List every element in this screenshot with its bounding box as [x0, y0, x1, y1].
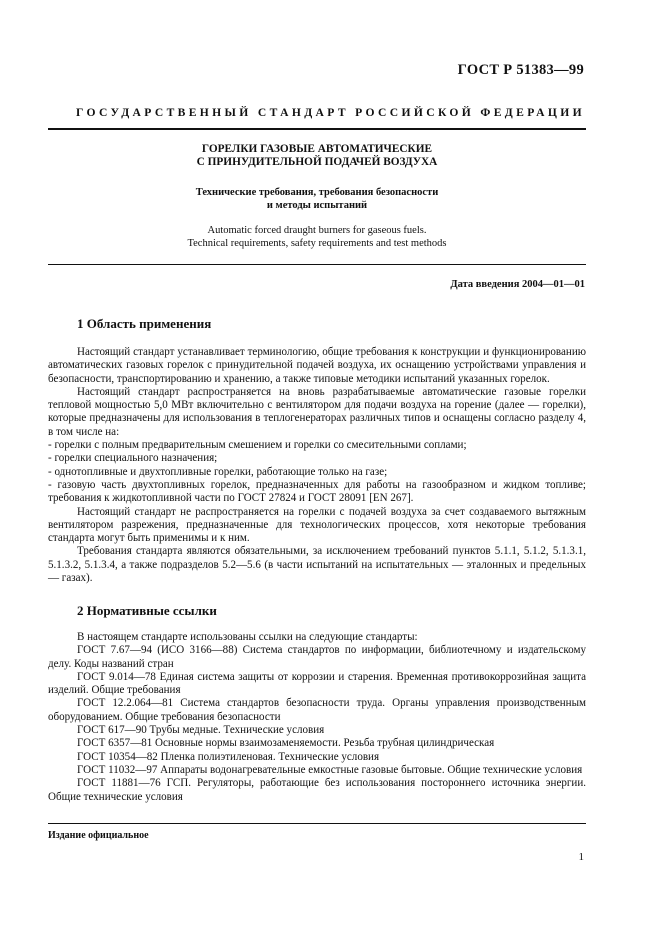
subtitle-line-1: Технические требования, требования безопасности: [195, 187, 439, 198]
title-line-1: ГОРЕЛКИ ГАЗОВЫЕ АВТОМАТИЧЕСКИЕ: [201, 143, 433, 155]
title-line-2: С ПРИНУДИТЕЛЬНОЙ ПОДАЧЕЙ ВОЗДУХА: [196, 156, 438, 168]
document-subtitle: [48, 186, 586, 212]
page-number: 1: [578, 851, 584, 863]
english-title-line-1: Automatic forced draught burners for gaseous fuels.: [207, 225, 427, 236]
section-2-heading: 2 Нормативные ссылки: [77, 603, 217, 618]
reference-item: ГОСТ 617—90 Трубы медные. Технические условия: [77, 724, 325, 737]
paragraph: Требования стандарта являются обязательными, за исключением требований пунктов 5.1.1, 5.1.2, 5.1.3.1, 5.1.3.2, 5.1.3.4, а также подразделов 5.2—5.6 (в части испытаний на испытательных — эталонных и предельных — газах).: [48, 545, 586, 585]
reference-item: ГОСТ 11881—76 ГСП. Регуляторы, работающие без использования постороннего источника энергии. Общие технические условия: [48, 777, 586, 803]
subtitle-line-2: и методы испытаний: [266, 200, 368, 211]
paragraph: В настоящем стандарте использованы ссылки на следующие стандарты:: [77, 631, 418, 643]
english-title-line-2: Technical requirements, safety requirements and test methods: [187, 238, 447, 249]
gost-number: ГОСТ Р 51383—99: [457, 62, 584, 78]
reference-item: ГОСТ 10354—82 Пленка полиэтиленовая. Технические условия: [77, 750, 380, 763]
section-1-body: [48, 346, 586, 585]
introduction-date: Дата введения 2004—01—01: [450, 279, 585, 290]
reference-item: ГОСТ 11032—97 Аппараты водонагревательные емкостные газовые бытовые. Общие технические условия: [77, 763, 583, 776]
paragraph: Настоящий стандарт не распространяется на горелки с подачей воздуха за счет создаваемого вытяжным вентилятором разрежения, предназначенные для технологических процессов, хотя некоторые требования стандарта могут быть применимы и к ним.: [48, 505, 586, 545]
edition-label: Издание официальное: [48, 830, 149, 841]
reference-item: ГОСТ 6357—81 Основные нормы взаимозаменяемости. Резьба трубная цилиндрическая: [77, 737, 495, 750]
section-2-body: [48, 631, 586, 804]
reference-item: ГОСТ 9.014—78 Единая система защиты от коррозии и старения. Временная противокоррозийная защита изделий. Общие требования: [48, 670, 586, 697]
top-rule: [48, 128, 586, 130]
section-1-heading: 1 Область применения: [77, 316, 212, 331]
list-item: - газовую часть двухтопливных горелок, предназначенных для работы на газообразном и жидком топливе; требования к жидкотопливной части по ГОСТ 27824 и ГОСТ 28091 [EN 267].: [48, 478, 586, 505]
middle-rule: [48, 264, 586, 265]
reference-item: ГОСТ 12.2.064—81 Система стандартов безопасности труда. Органы управления производственным оборудованием. Общие требования безопасности: [48, 697, 586, 723]
english-title: [48, 224, 586, 250]
list-item: - горелки специального назначения;: [48, 452, 218, 465]
paragraph: Настоящий стандарт устанавливает терминологию, общие требования к конструкции и функционированию автоматических газовых горелок с принудительной подачей воздуха, их оснащению устройствами управления и безопасности, транспортированию и хранению, а также типовые методики испытаний указанных горелок.: [48, 346, 586, 385]
state-standard-title: ГОСУДАРСТВЕННЫЙ СТАНДАРТ РОССИЙСКОЙ ФЕДЕРАЦИИ: [76, 106, 585, 119]
list-item: - горелки с полным предварительным смешением и горелки со смесительными соплами;: [48, 439, 467, 452]
paragraph: Настоящий стандарт распространяется на вновь разрабатываемые автоматические газовые горелки тепловой мощностью 5,0 МВт включительно с вентилятором для подачи воздуха на горение (далее — горелки), которые предназначены для использования в теплогенераторах различных типов и оснащены согласно разделу 4, в том числе на:: [48, 385, 586, 438]
document-title: [48, 143, 586, 169]
footer-rule: [48, 823, 586, 824]
reference-item: ГОСТ 7.67—94 (ИСО 3166—88) Система стандартов по информации, библиотечному и издательскому делу. Коды названий стран: [48, 644, 586, 670]
list-item: - однотопливные и двухтопливные горелки, работающие только на газе;: [48, 465, 388, 478]
